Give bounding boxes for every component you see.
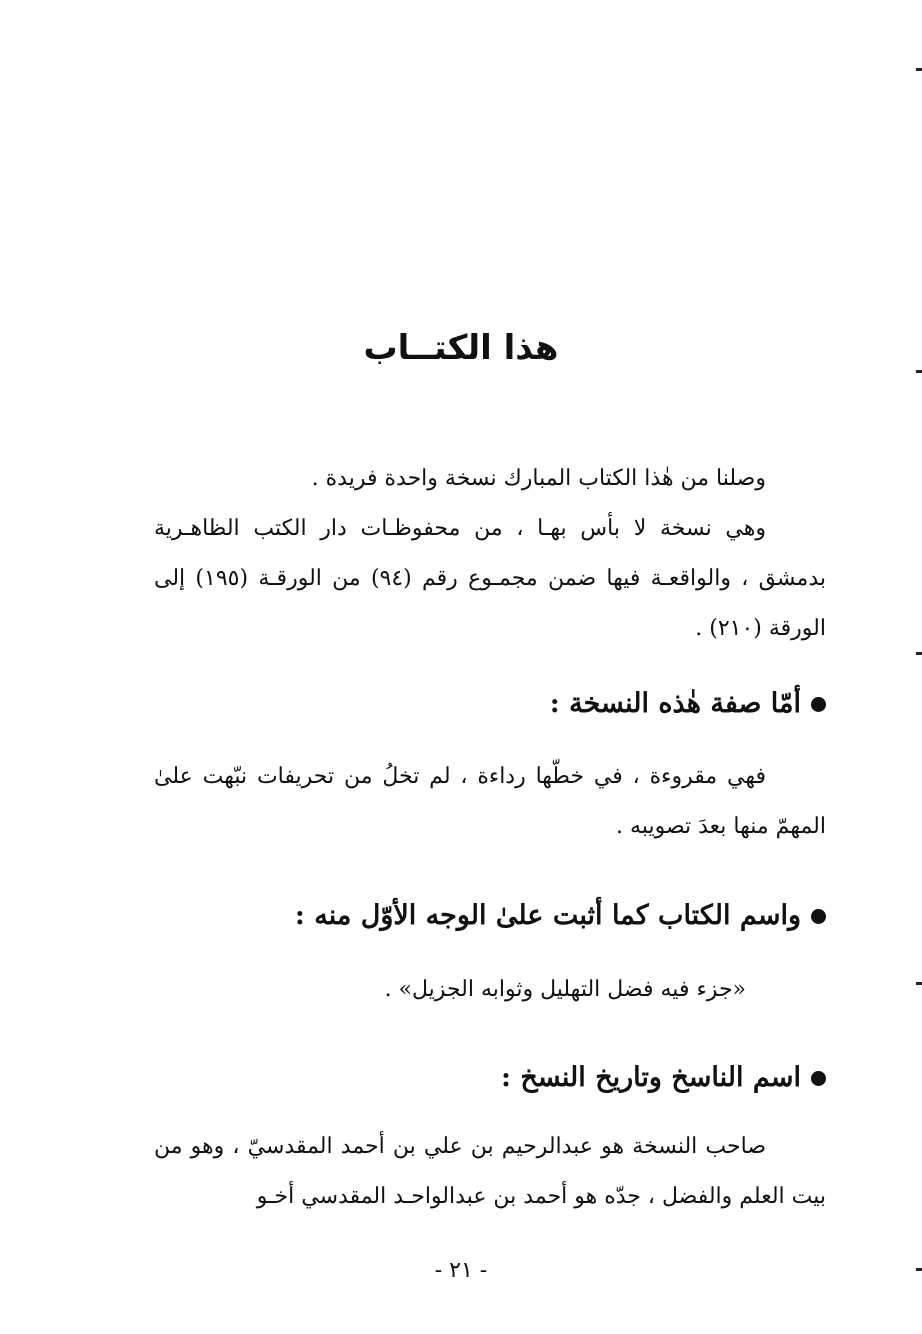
section-body-description — [154, 752, 826, 852]
edge-mark — [916, 982, 922, 985]
section-heading-label: أمّا صفة هٰذه النسخة : — [549, 688, 801, 719]
section-heading-label: اسم الناسخ وتاريخ النسخ : — [501, 1062, 801, 1093]
page-number: - ٢١ - — [434, 1258, 488, 1283]
edge-mark — [916, 1268, 922, 1271]
section-body-copyist — [154, 1122, 826, 1222]
page-title: هذا الكتــاب — [363, 328, 559, 368]
section-paragraph: صاحب النسخة هو عبدالرحيم بن علي بن أحمد المقدسيّ ، وهو من بيت العلم والفضل ، جدّه هو أحمد بن عبدالواحـد المقدسي أخـو — [154, 1134, 826, 1209]
section-heading-copyist — [146, 1058, 826, 1098]
section-paragraph: فهي مقروءة ، في خطّها رداءة ، لم تخلُ من تحريفات نبّهت علىٰ المهمّ منها بعدَ تصويبه . — [154, 764, 826, 839]
edge-mark — [916, 68, 922, 71]
book-name-quote: «جزء فيه فضل التهليل وثوابه الجزيل» . — [384, 977, 746, 1002]
intro-paragraph-1: وصلنا من هٰذا الكتاب المبارك نسخة واحدة فريدة . — [311, 466, 766, 491]
edge-mark — [916, 652, 922, 655]
intro-text — [154, 454, 826, 654]
section-heading-description — [146, 684, 826, 724]
bullet-icon — [811, 909, 826, 924]
section-heading-book-name — [146, 896, 826, 936]
section-heading-label: واسم الكتاب كما أثبت علىٰ الوجه الأوّل منه : — [294, 900, 801, 931]
intro-paragraph-2: وهي نسخة لا بأس بهـا ، من محفوظـات دار الكتب الظاهـرية بدمشق ، والواقعـة فيها ضمن مجمـوع رقم (٩٤) من الورقـة (١٩٥) إلى الورقة (٢١٠) . — [154, 516, 827, 641]
bullet-icon — [811, 1071, 826, 1086]
edge-mark — [916, 370, 922, 373]
bullet-icon — [811, 697, 826, 712]
